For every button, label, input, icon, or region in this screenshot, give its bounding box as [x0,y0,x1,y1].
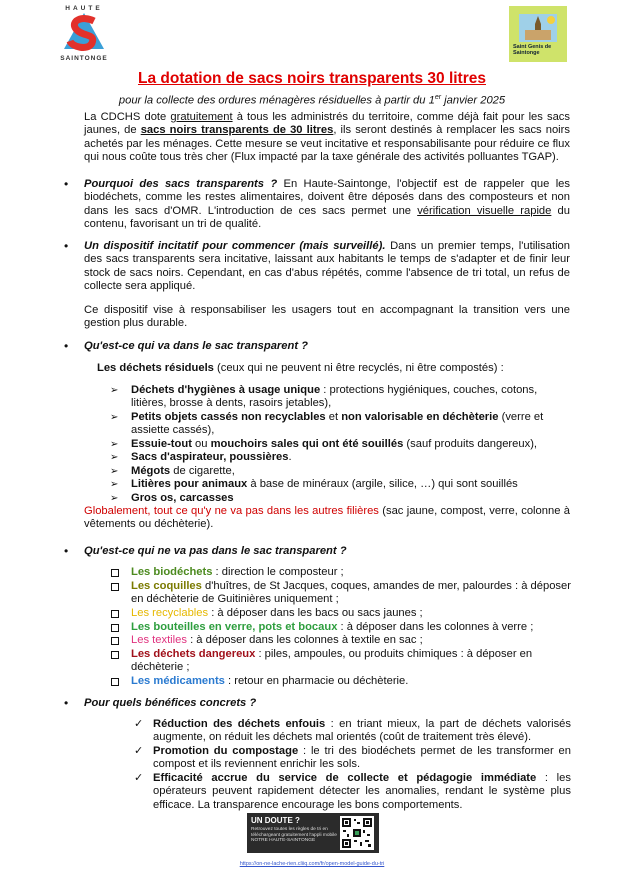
arrow-bullet-icon: ➢ [110,385,119,396]
bullet-icon: • [64,177,69,191]
benefits-heading: Pour quels bénéfices concrets ? [84,697,257,709]
arrow-bullet-icon: ➢ [110,439,119,450]
bullet-icon: • [64,239,69,253]
in-bag-item: Déchets d'hygiènes à usage unique : protections hygiéniques, couches, cotons, litières, brosse à dents, rasoirs jetables), [131,384,538,410]
checkmark-icon: ✓ [134,772,144,784]
logo-text-bottom: SAINTONGE [60,55,108,62]
benefit-item: Réduction des déchets enfouis : en triant mieux, la part de déchets valorisés augmente, on réduit les déchets mal orientés (coût de traitement très élevé). [153,718,572,744]
arrow-bullet-icon: ➢ [110,493,119,504]
doute-text: Retrouvez toutes les règles de tri en téléchargeant gratuitement l'appli mobile NOTRE HAUTE-SAINTONGE [251,827,337,844]
guide-link[interactable]: https://on-ne-lache-rien.cliiq.com/fr/open-model-guide-du-tri [239,861,385,867]
qr-code-icon[interactable] [340,816,374,850]
not-in-bag-item: Les recyclables : à déposer dans les bacs ou sacs jaunes ; [131,607,423,619]
bullet-icon: • [64,339,69,353]
haute-saintonge-s-icon [60,11,108,51]
haute-saintonge-logo [56,2,112,60]
not-in-bag-heading: Qu'est-ce qui ne va pas dans le sac transparent ? [84,545,347,557]
not-in-bag-item: Les textiles : à déposer dans les colonnes à textile en sac ; [131,634,423,646]
in-bag-item: Gros os, carcasses [131,492,234,504]
not-in-bag-item: Les médicaments : retour en pharmacie ou déchèterie. [131,675,409,687]
incentive-conclusion: Ce dispositif vise à responsabiliser les usagers tout en accompagnant la transition vers une gestion plus durable. [84,304,570,330]
why-paragraph: Pourquoi des sacs transparents ? En Haute-Saintonge, l'objectif est de rappeler que les biodéchets, comme les restes alimentaires, doivent être déposés dans des composteurs et non dans les sacs d'OMR. L'introduction de ces sacs permet une vérification visuelle rapide du contenu, favorisant un tri de qualité. [84,178,570,231]
checkbox-bullet-icon [111,583,119,591]
checkbox-bullet-icon [111,610,119,618]
in-bag-lead: Les déchets résiduels (ceux qui ne peuvent ni être recyclés, ni être compostés) : [97,362,504,374]
arrow-bullet-icon: ➢ [110,466,119,477]
in-bag-item: Petits objets cassés non recyclables et non valorisable en déchèterie (verre et assiette cassés), [131,411,544,437]
not-in-bag-item: Les déchets dangereux : piles, ampoules, ou produits chimiques : à déposer en déchèterie ; [131,648,533,674]
not-in-bag-item: Les biodéchets : direction le composteur ; [131,566,344,578]
benefit-item: Promotion du compostage : le tri des biodéchets permet de les transformer en compost et ils reviennent enrichir les sols. [153,745,571,771]
logo-text-top: HAUTE [65,5,103,12]
church-icon [515,10,561,44]
checkbox-bullet-icon [111,569,119,577]
in-bag-item: Litières pour animaux à base de minéraux (argile, silice, …) qui sont souillés [131,478,518,490]
app-promo-banner [247,813,379,853]
intro-paragraph: La CDCHS dote gratuitement à tous les administrés du territoire, comme déjà fait pour les sacs jaunes, de sacs noirs transparents de 30 litres, ils seront destinés à remplacer les sacs noirs achetés par les ménages. Cette mesure se veut incitative et responsabilisante pour réduire ce flux qui nous coûte tous très cher (Flux impacté par la taxe générale des activités polluantes TGAP). [84,111,570,164]
bullet-icon: • [64,544,69,558]
page-title: La dotation de sacs noirs transparents 30 litres [137,70,486,87]
checkbox-bullet-icon [111,637,119,645]
checkbox-bullet-icon [111,678,119,686]
arrow-bullet-icon: ➢ [110,452,119,463]
not-in-bag-item: Les coquilles d'huîtres, de St Jacques, coques, amandes de mer, palourdes : à déposer en déchèterie de Guitinières uniquement ; [131,580,571,606]
saint-genis-logo [509,6,567,62]
bullet-icon: • [64,696,69,710]
doute-title: UN DOUTE ? [251,816,300,825]
checkmark-icon: ✓ [134,745,144,757]
not-in-bag-item: Les bouteilles en verre, pots et bocaux : à déposer dans les colonnes à verre ; [131,621,534,633]
checkbox-bullet-icon [111,624,119,632]
incentive-paragraph: Un dispositif incitatif pour commencer (mais surveillé). Dans un premier temps, l'utilisation des sacs transparents sera incitative, laissant aux habitants le temps de s'adapter et de finir leur stock de sacs noirs. Cependant, en cas d'abus répétés, comme l'absence de tri total, un refus de collecte sera appliqué. [84,240,571,293]
in-bag-item: Sacs d'aspirateur, poussières. [131,451,292,463]
arrow-bullet-icon: ➢ [110,479,119,490]
logo-right-text: Saint Genis de Saintonge [513,44,552,56]
in-bag-item: Mégots de cigarette, [131,465,235,477]
benefit-item: Efficacité accrue du service de collecte et pédagogie immédiate : les opérateurs peuvent rapidement détecter les anomalies, rendant le système plus efficace. La transparence encourage les bons comportements. [153,772,571,811]
in-bag-heading: Qu'est-ce qui va dans le sac transparent ? [84,340,309,352]
in-bag-item: Essuie-tout ou mouchoirs sales qui ont été souillés (sauf produits dangereux), [131,438,538,450]
checkbox-bullet-icon [111,651,119,659]
arrow-bullet-icon: ➢ [110,412,119,423]
in-bag-global: Globalement, tout ce qu'y ne va pas dans les autres filières (sac jaune, compost, verre, colonne à vêtements ou déchèterie). [84,505,570,531]
page-subtitle: pour la collecte des ordures ménagères résiduelles à partir du 1er janvier 2025 [118,94,506,107]
checkmark-icon: ✓ [134,718,144,730]
